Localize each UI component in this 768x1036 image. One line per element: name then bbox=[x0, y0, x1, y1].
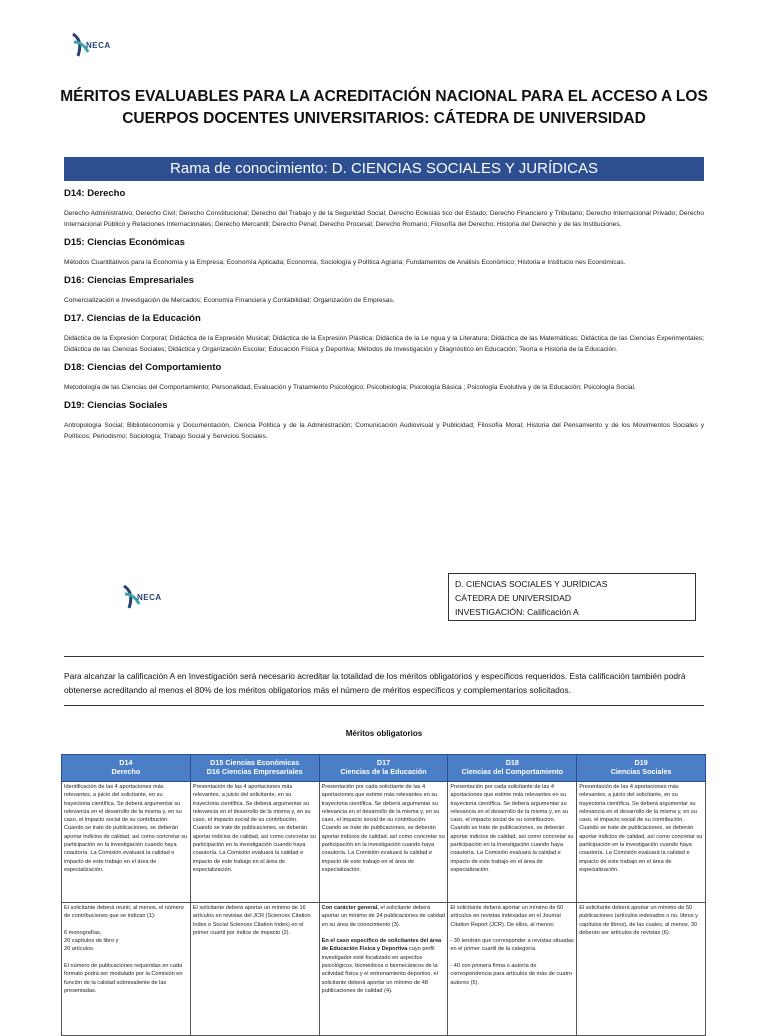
area-heading: D17. Ciencias de la Educación bbox=[64, 313, 201, 324]
area-description: Derecho Administrativo; Derecho Civil; Derecho Constitucional; Derecho del Trabajo y de la Seguridad Social; Derecho Eclesiás tico del Estado; Derecho Financiero y Tributario; Derecho Internacional Privado; Derecho Internacional Público y Relaciones Internacionales; Derecho Mercantil; Derecho Penal; Derecho Procesal; Derecho Romano; Filosofía del Derecho; Historia del Derecho y de las Instituciones. bbox=[64, 210, 704, 228]
area-d18 bbox=[64, 362, 704, 393]
logo-text: NECA bbox=[86, 40, 111, 50]
column-header: D19 Ciencias Sociales bbox=[577, 755, 706, 782]
meritos-table bbox=[61, 754, 706, 1036]
area-d14 bbox=[64, 188, 704, 230]
info-line-1: D. CIENCIAS SOCIALES Y JURÍDICAS bbox=[455, 579, 608, 589]
area-description: Métodos Cuantitativos para la Economía y la Empresa; Economía Aplicada; Economía, Sociología y Política Agraria; Fundamentos de Análisis Económico; Historia e Institucio nes Económicas. bbox=[64, 259, 626, 266]
table-cell: Presentación de las 4 aportaciones más relevantes, a juicio del solicitante, en su trayectoria científica. Se deberá argumentar su relevancia en el desarrollo de la misma y, en su caso, el impacto social de su contribución. Cuando se trate de publicaciones, se deberán aportar indicios de calidad, así como concretar su participación en la investigación cuando haya coautoría. La Comisión evaluará la calidad e impacto de este trabajo en el área de especialización. bbox=[577, 782, 706, 903]
table-row bbox=[62, 903, 706, 1036]
area-heading: D15: Ciencias Económicas bbox=[64, 237, 185, 248]
divider bbox=[64, 705, 704, 706]
column-header: D17 Ciencias de la Educación bbox=[319, 755, 448, 782]
table-cell: El solicitante deberá aportar un mínimo de 60 artículos en revistas indexadas en el Journal Citation Report (JCR). De ellos, al menos: - 30 tendrán que corresponder a revistas situadas en el primer cuartil de la categoría. - 40 con primera firma o autoría de correspondencia para artículos de más de cuatro autores (5). bbox=[448, 903, 577, 1036]
area-description: Antropología Social; Biblioteconomía y Documentación, Ciencia Política y de la Administración; Comunicación Audiovisual y Publicidad; Filosofía Moral; Historia del Pensamiento y de los Movimientos Sociales y Políticos; Periodismo; Sociología; Trabajo Social y Servicios Sociales. bbox=[64, 422, 704, 440]
area-description: Comercialización e Investigación de Mercados; Economía Financiera y Contabilidad; Organización de Empresas. bbox=[64, 297, 395, 304]
area-d17 bbox=[64, 313, 704, 355]
table-cell: Presentación por cada solicitante de las 4 aportaciones que estime más relevantes en su trayectoria científica. Se deberá argumentar su relevancia en el desarrollo de la misma y, en su caso, el impacto social de su contribución. Cuando se trate de publicaciones, se deberán aportar indicios de calidad, así como concretar su participación en la investigación cuando haya coautoría. La Comisión evaluará la calidad e impacto de este trabajo en el área de especialización. bbox=[319, 782, 448, 903]
area-d15 bbox=[64, 237, 704, 268]
page-title bbox=[40, 86, 728, 130]
area-heading: D18: Ciencias del Comportamiento bbox=[64, 362, 222, 373]
intro-paragraph: Para alcanzar la calificación A en Investigación será necesario acreditar la totalidad de los méritos obligatorios y específicos requeridos. Esta calificación también podrá obtenerse acreditando al menos el 80% de los méritos obligatorios más el número de méritos específicos y complementarios solicitados. bbox=[64, 671, 686, 695]
table-cell: Presentación por cada solicitante de las 4 aportaciones que estime más relevantes en su trayectoria científica. Se deberá argumentar su relevancia en el desarrollo de la misma y, en su caso, el impacto social de su contribución. Cuando se trate de publicaciones, se deberán aportar indicios de calidad, así como concretar su participación en la investigación cuando haya coautoría. La Comisión evaluará la calidad e impacto de este trabajo en el área de especialización. bbox=[448, 782, 577, 903]
table-cell: El solicitante deberá aportar un mínimo de 50 publicaciones (artículos indexados o no, libros y capítulos de libros), de las cuales, al menos, 30 deberán ser artículos de revistas (6). bbox=[577, 903, 706, 1036]
info-line-3: INVESTIGACIÓN: Calificación A bbox=[455, 607, 579, 617]
column-header: D18 Ciencias del Comportamiento bbox=[448, 755, 577, 782]
divider bbox=[64, 656, 704, 657]
column-header: D15 Ciencias Económicas D16 Ciencias Empresariales bbox=[190, 755, 319, 782]
table-cell: El solicitante deberá aportar un mínimo de 16 artículos en revistas del JCR (Sciences Citation Index o Social Sciences Citation Index) en el primer cuartil por índice de impacto (2). bbox=[190, 903, 319, 1036]
aneca-logo-secondary bbox=[121, 582, 162, 612]
area-d16 bbox=[64, 275, 704, 306]
title-line-1: MÉRITOS EVALUABLES PARA LA ACREDITACIÓN NACIONAL PARA EL ACCESO A LOS bbox=[60, 88, 708, 105]
areas-list bbox=[64, 188, 704, 449]
area-description: Didáctica de la Expresión Corporal; Didáctica de la Expresión Musical; Didáctica de la Expresión Plástica; Didáctica de la Le ngua y la Literatura; Didáctica de las Matemáticas; Didáctica de las Ciencias Experimentales; Didáctica de las Ciencias Sociales; Didáctica y Organización Escolar; Educación Física y Deportiva; Métodos de Investigación y Diagnóstico en Educación; Teoría e Historia de la Educación. bbox=[64, 335, 704, 353]
section-title: Méritos obligatorios bbox=[345, 729, 423, 738]
info-line-2: CÁTEDRA DE UNIVERSIDAD bbox=[455, 593, 572, 603]
table-cell: Presentación de las 4 aportaciones más relevantes, a juicio del solicitante, en su trayectoria científica. Se deberá argumentar su relevancia en el desarrollo de la misma y, en su caso, el impacto social de su contribución. Cuando se trate de publicaciones, se deberán aportar indicios de calidad, así como concretar su participación en la investigación cuando haya coautoría. La Comisión evaluará la calidad e impacto de este trabajo en el área de especialización. bbox=[190, 782, 319, 903]
rama-banner: Rama de conocimiento: D. CIENCIAS SOCIALES Y JURÍDICAS bbox=[64, 157, 704, 181]
info-box bbox=[448, 573, 696, 621]
table-row bbox=[62, 782, 706, 903]
title-line-2: CUERPOS DOCENTES UNIVERSITARIOS: CÁTEDRA DE UNIVERSIDAD bbox=[122, 110, 646, 127]
area-heading: D19: Ciencias Sociales bbox=[64, 400, 168, 411]
table-header-row bbox=[62, 755, 706, 782]
area-description: Metodología de las Ciencias del Comportamiento; Personalidad, Evaluación y Tratamiento Psicológico; Psicobiología; Psicología Básica ; Psicología Evolutiva y de la Educación; Psicología Social. bbox=[64, 384, 636, 391]
table-cell: Identificación de las 4 aportaciones más relevantes, a juicio del solicitante, en su trayectoria científica. Se deberá argumentar su relevancia en el desarrollo de la misma y, en su caso, el impacto social de su contribución. Cuando se trate de publicaciones, se deberán aportar indicios de calidad, así como concretar su participación en la investigación cuando haya coautoría. La Comisión evaluará la calidad e impacto de este trabajo en el área de especialización. bbox=[62, 782, 191, 903]
area-heading: D16: Ciencias Empresariales bbox=[64, 275, 194, 286]
table-cell: Con carácter general, el solicitante deberá aportar un mínimo de 24 publicaciones de calidad en su área de conocimiento (3). En el caso específico de solicitantes del área de Educación Física y Deportiva cuyo perfil investigador esté focalizado en aspectos psicológicos, biomédicos o biomecánicos de la actividad física y el entrenamiento deportivo, el solicitante deberá aportar un mínimo de 48 publicaciones de calidad (4). bbox=[319, 903, 448, 1036]
column-header: D14 Derecho bbox=[62, 755, 191, 782]
aneca-logo bbox=[70, 30, 111, 60]
logo-text: NECA bbox=[137, 592, 162, 602]
area-d19 bbox=[64, 400, 704, 442]
table-cell: El solicitante deberá reunir, al menos, el número de contribuciones que se indican (1): 6 monografías, 20 capítulos de libro y 20 artículos. El número de publicaciones requeridas en cada formato podrá ser modulado por la Comisión en función de la calidad sobresaliente de las presentadas. bbox=[62, 903, 191, 1036]
area-heading: D14: Derecho bbox=[64, 188, 126, 199]
